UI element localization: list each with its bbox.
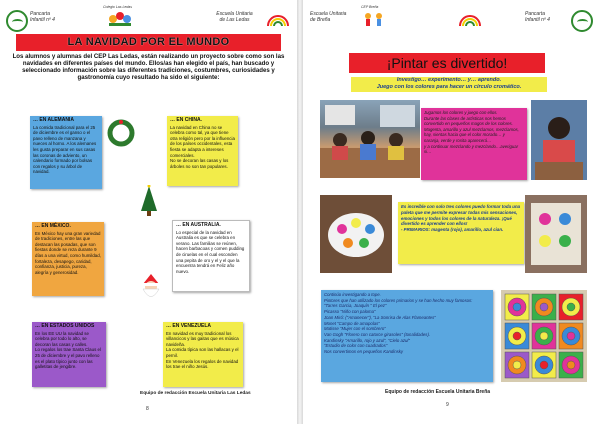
box-blue-text: Continúo investigando a tope. Pintores que han utilizado los colores primarios y se han hecho muy famosos: "Tarres Garcia, Joaquín " El pez" Picasso "Niño con paloma" Joan Miró: ("Amanecer"), "La Sonrisa de Alas Flameantes" Monet "Campo de amapolas" Matisse "Mujer con el sombrero" Van Gogh "Florero con catorce girasoles" (tonalidades). Kandinsky "Amarillo, rojo y azul", "Cielo azul" "Estudio de color con cuadrados" Nos convertimos en pequeños Kandinsky: [321, 290, 493, 382]
right-page: [303, 0, 600, 424]
header-right-text: Escuela Unitaria de Las Ledas: [216, 11, 253, 23]
colegio-logo-text: Colegio Las Ledas: [103, 5, 132, 9]
kandinsky-circles-photo: [501, 290, 587, 382]
box-magenta-text: Jugamos los colores y juego con ellos. Durante las clases de artísticas nos hemos convertido en pequeños magos de los colores. Magenta, amarillo y azul mezclamos, mezclamos, hay, sientas hacia que el color morado… y naranja, verde y rosita aparecerá… y a continuar mezclando y mezclando…averiguar si…: [421, 108, 527, 180]
santa-claus-icon: [137, 272, 165, 302]
classroom-photo-1: [320, 100, 420, 178]
school-logo-icon-right: [571, 10, 593, 32]
box-mexico: [32, 222, 104, 296]
box-australia-text: Lo especial de la navidad en Australia es que se celebra en verano. Las familias se reúnen, hacen barbacoas y comen pudding de ciruelas en el cual esconden una pepita de oro y el y el que la encuentra tendrá en Feliz año nuevo.: [176, 229, 245, 274]
subtitle-box: [351, 77, 547, 92]
rainbow-logo: [266, 8, 290, 30]
box-venezuela-text: En navidad es muy tradicional los villancicos y las gaitas que es música navideña. La comida típica son las hallacas y el pernil. En Venezuela los regalos de navidad los trae el niño Jesús.: [166, 330, 239, 370]
right-page-number: 9: [446, 402, 449, 408]
rainbow-icon: [458, 8, 482, 30]
left-page: [0, 0, 297, 424]
box-eeuu-text: En los EE UU la navidad se celebra por todo lo alto, se decoran las casas y calles. Lo regalos los trae Santa Claus el 25 de diciembre y el pavo relleno es el plato típico junto con las galletitas de jengibre.: [35, 330, 101, 370]
box-australia: [172, 220, 250, 292]
box-mexico-title: … EN MÉXICO.: [35, 223, 71, 229]
christmas-tree-icon: [140, 185, 158, 217]
subtitle-line-1: Investigo… experimento… y… aprendo.: [396, 77, 502, 83]
cep-logo: [359, 4, 389, 30]
classroom-photo-2: [531, 100, 587, 180]
box-australia-title: … EN AUSTRALIA.: [176, 222, 221, 228]
box-venezuela: [163, 322, 243, 387]
school-logo-icon: [6, 10, 28, 32]
palette-photo: [320, 195, 392, 273]
intro-paragraph: Los alumnos y alumnas del CEP Las Ledas, están realizando un proyecto sobre como son las navidades en diferentes países del mundo. Ellos/as han elegido el país, han buscado y seleccionado información sobre las diferentes tradiciones, costumbres, curiosidades y gastronomía cuyo resultado ha sido el siguiente:: [12, 53, 285, 81]
box-estados-unidos: [32, 322, 106, 387]
header-right-text-right: Pancarta Infantil nº 4: [525, 11, 550, 23]
box-yellow-text: Es increíble con solo tres colores puedo formar toda una paleta que me permite expresar todas mis sensaciones, emociones y todos los colores de la naturaleza. ¡Qué divertido es aprender con ellos! - PRIMARIOS: magenta (rojo), amarillo, azul cian.: [398, 202, 524, 264]
rainbow-icon: [266, 8, 290, 30]
box-eeuu-title: … EN ESTADOS UNIDOS: [35, 323, 95, 329]
header-left-text: Pancarta Infantil nº 4: [30, 11, 55, 23]
painting-photo: [525, 195, 587, 273]
left-footer: Equipo de redacción Escuela Unitaria Las Ledas: [140, 391, 251, 396]
box-alemania-text: La comida tradicional para el 25 de diciembre es el ganso o el pavo relleno de manzana y nueces al horno. A los alemanes les gusta preparar en sus casas las coronas de adviento, un calendario formado por bolsas con regalos y su árbol de navidad.: [33, 124, 97, 175]
colegio-logo: [105, 5, 135, 29]
rainbow-logo-right: [458, 8, 482, 30]
box-alemania: [30, 116, 102, 189]
header-left-text-right: Escuela Unitaria de Breña: [310, 11, 347, 23]
box-china: [167, 116, 238, 186]
box-venezuela-title: … EN VENEZUELA: [166, 323, 212, 329]
cep-logo-text: CEP Breña: [361, 5, 379, 9]
subtitle-line-2: Juego con los colores para hacer un círculo cromático.: [376, 84, 522, 90]
right-page-title: ¡Pintar es divertido!: [349, 53, 545, 73]
left-page-number: 8: [146, 406, 149, 412]
box-alemania-title: … EN ALEMANIA: [33, 117, 74, 123]
box-china-title: … EN CHINA.: [170, 117, 202, 123]
box-mexico-text: En México hay una gran variedad de tradiciones, entre las que destacan las posadas, que son fiestas donde se reza durante 9 días a una virtud, como humildad, fortaleza, desapego, caridad, confianza, justicia, pureza, alegría y generosidad.: [35, 230, 101, 275]
right-footer: Equipo de redacción Escuela Unitaria Breña: [385, 389, 491, 395]
wreath-icon: [106, 118, 136, 148]
left-page-title: LA NAVIDAD POR EL MUNDO: [16, 34, 281, 51]
box-china-text: La navidad en China no se celebra como tal, ya que tiene otra religión pero por la influencia de los países occidentales, esta fiesta se adapta a intereses comerciales. No se decoran las casas y los árboles no son tan populares.: [170, 124, 235, 169]
